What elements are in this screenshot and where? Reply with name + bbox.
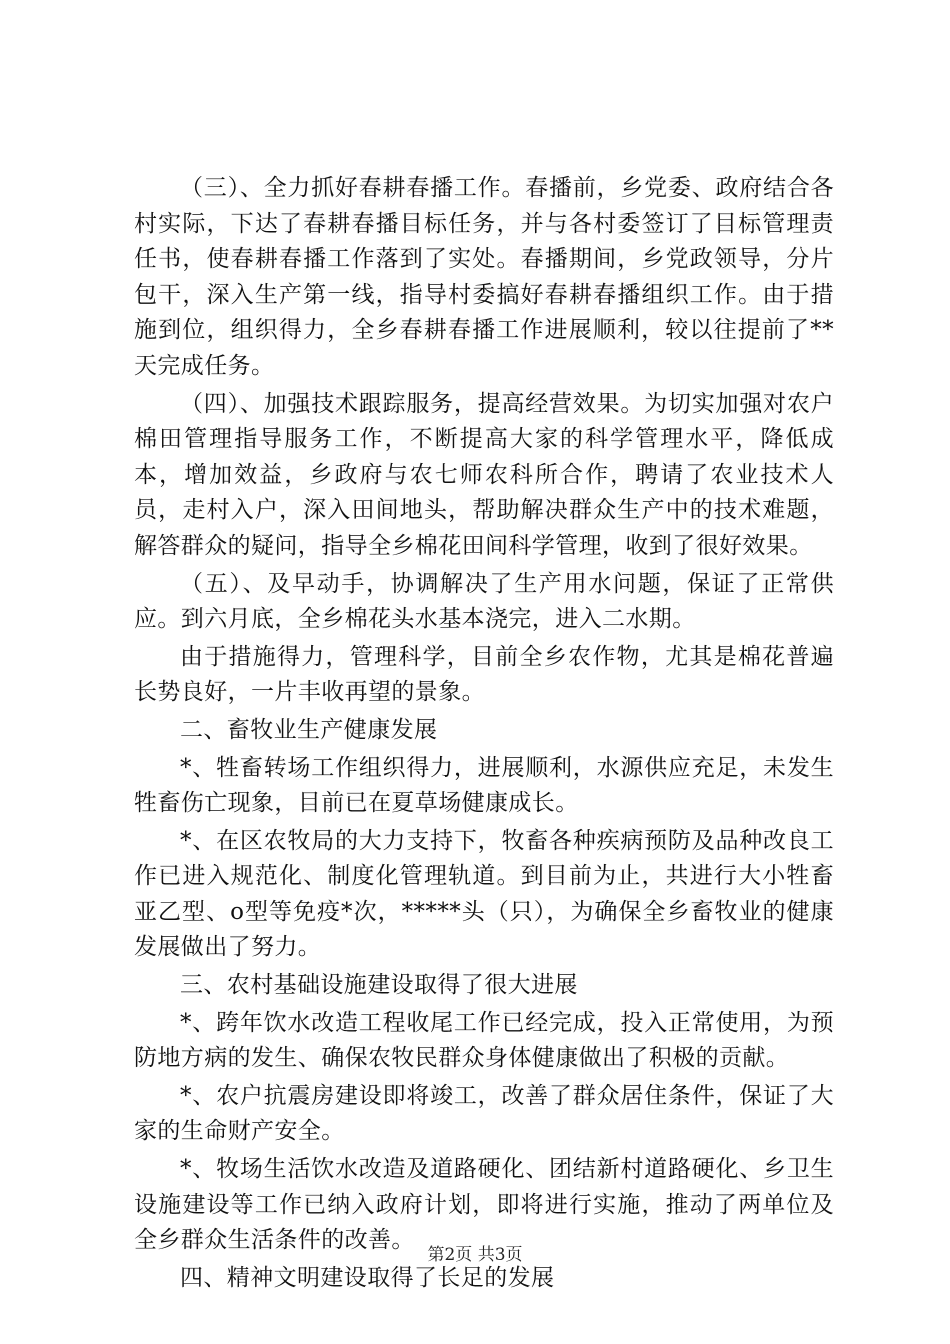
paragraph-road-hardening: *、牧场生活饮水改造及道路硬化、团结新村道路硬化、乡卫生设施建设等工作已纳入政府计划，即将进行实施，推动了两单位及全乡群众生活条件的改善。: [134, 1156, 834, 1254]
section-heading-civilization: 四、精神文明建设取得了长足的发展: [180, 1264, 555, 1291]
paragraph-earthquake-housing: *、农户抗震房建设即将竣工，改善了群众居住条件，保证了大家的生命财产安全。: [134, 1082, 834, 1145]
section-heading-infrastructure: 三、农村基础设施建设取得了很大进展: [180, 972, 578, 999]
paragraph-technical-service: （四）、加强技术跟踪服务，提高经营效果。为切实加强对农户棉田管理指导服务工作，不断提高大家的科学管理水平，降低成本，增加效益，乡政府与农七师农科所合作，聘请了农业技术人员，走村入户，深入田间地头，帮助解决群众生产中的技术难题，解答群众的疑问，指导全乡棉花田间科学管理，收到了很好效果。: [134, 390, 834, 559]
document-body: [134, 171, 834, 1298]
page-footer: 第2页 共3页: [427, 1245, 523, 1265]
paragraph-water-supply: （五）、及早动手，协调解决了生产用水问题，保证了正常供应。到六月底，全乡棉花头水基本浇完，进入二水期。: [134, 570, 834, 633]
section-heading-livestock: 二、畜牧业生产健康发展: [180, 716, 438, 743]
paragraph-disease-prevention: *、在区农牧局的大力支持下，牧畜各种疾病预防及品种改良工作已进入规范化、制度化管理轨道。到目前为止，共进行大小牲畜亚乙型、o型等免疫*次，*****头（只），为确保全乡畜牧业的健康发展做出了努力。: [134, 827, 834, 961]
paragraph-spring-planting: （三）、全力抓好春耕春播工作。春播前，乡党委、政府结合各村实际，下达了春耕春播目标任务，并与各村委签订了目标管理责任书，使春耕春播工作落到了实处。春播期间，乡党政领导，分片包干，深入生产第一线，指导村委搞好春耕春播组织工作。由于措施到位，组织得力，全乡春耕春播工作进展顺利，较以往提前了**天完成任务。: [134, 175, 834, 379]
paragraph-drinking-water: *、跨年饮水改造工程收尾工作已经完成，投入正常使用，为预防地方病的发生、确保农牧民群众身体健康做出了积极的贡献。: [134, 1009, 834, 1072]
paragraph-livestock-transfer: *、牲畜转场工作组织得力，进展顺利，水源供应充足，未发生牲畜伤亡现象，目前已在夏草场健康成长。: [134, 754, 834, 817]
paragraph-crop-status: 由于措施得力，管理科学，目前全乡农作物，尤其是棉花普遍长势良好，一片丰收再望的景象。: [134, 643, 834, 706]
